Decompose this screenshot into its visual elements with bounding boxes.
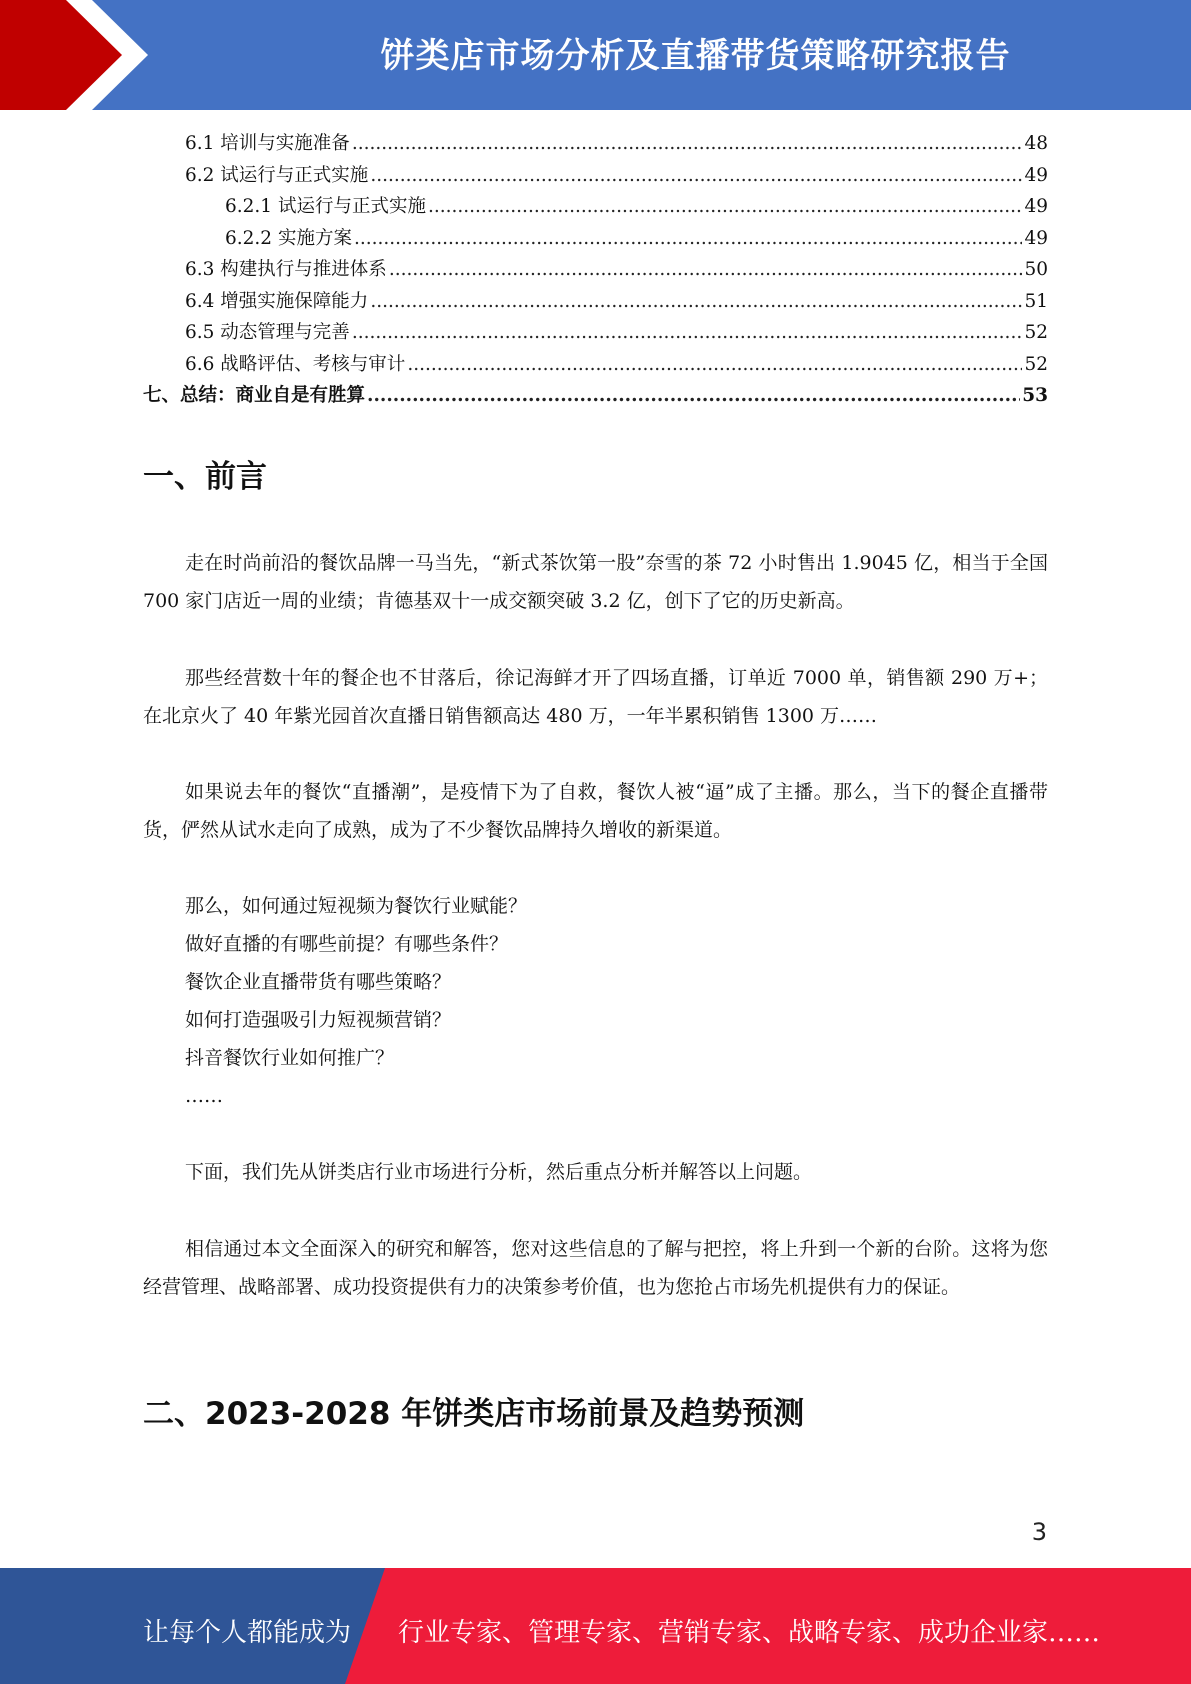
toc-leader-dots xyxy=(407,354,1022,375)
table-of-contents xyxy=(143,129,1048,413)
header-arrow-decoration xyxy=(0,0,200,110)
toc-entry[interactable] xyxy=(143,129,1048,161)
question-item: …… xyxy=(185,1085,223,1107)
toc-entry[interactable] xyxy=(143,255,1048,287)
paragraph: 如果说去年的餐饮“直播潮”，是疫情下为了自救，餐饮人被“逼”成了主播。那么，当下的餐企直播带货，俨然从试水走向了成熟，成为了不少餐饮品牌持久增收的新渠道。 xyxy=(143,781,1048,841)
toc-leader-dots xyxy=(370,165,1022,186)
toc-entry[interactable] xyxy=(143,381,1048,413)
toc-entry[interactable] xyxy=(143,318,1048,350)
toc-entry-label: 6.4 增强实施保障能力 xyxy=(185,290,369,312)
toc-leader-dots xyxy=(352,322,1023,343)
page-footer xyxy=(0,1568,1191,1684)
section-heading-preface: 一、前言 xyxy=(143,459,267,495)
toc-entry-label: 6.3 构建执行与推进体系 xyxy=(185,259,387,280)
toc-entry[interactable] xyxy=(143,192,1048,224)
footer-slogan-right: 行业专家、管理专家、营销专家、战略专家、成功企业家…… xyxy=(398,1618,1101,1648)
footer-slogan-left: 让每个人都能成为 xyxy=(143,1618,352,1648)
toc-entry[interactable] xyxy=(143,161,1048,193)
paragraph: 相信通过本文全面深入的研究和解答，您对这些信息的了解与把控，将上升到一个新的台阶。这将为您经营管理、战略部署、成功投资提供有力的决策参考价值，也为您抢占市场先机提供有力的保证。 xyxy=(143,1238,1048,1298)
toc-entry-label: 6.2.2 实施方案 xyxy=(225,227,352,249)
question-item: 餐饮企业直播带货有哪些策略？ xyxy=(185,971,452,993)
toc-entry-page: 52 xyxy=(1024,322,1048,343)
paragraph: 走在时尚前沿的餐饮品牌一马当先，“新式茶饮第一股”奈雪的茶 72 小时售出 1.9045 亿，相当于全国 700 家门店近一周的业绩；肯德基双十一成交额突破 3.2 亿，创下了它的历史新高。 xyxy=(143,552,1048,612)
question-list xyxy=(185,887,1045,1115)
question-item: 做好直播的有哪些前提？有哪些条件？ xyxy=(185,933,509,955)
toc-entry-page: 52 xyxy=(1024,353,1048,375)
toc-entry-label: 6.1 培训与实施准备 xyxy=(185,133,350,154)
toc-leader-dots xyxy=(352,133,1023,154)
toc-leader-dots xyxy=(428,196,1022,217)
question-item: 如何打造强吸引力短视频营销？ xyxy=(185,1009,452,1031)
toc-entry[interactable] xyxy=(143,287,1048,319)
toc-leader-dots xyxy=(370,291,1022,312)
toc-entry-page: 51 xyxy=(1024,290,1048,312)
paragraph: 下面，我们先从饼类店行业市场进行分析，然后重点分析并解答以上问题。 xyxy=(185,1161,813,1183)
section-heading-market-outlook: 二、2023-2028 年饼类店市场前景及趋势预测 xyxy=(143,1396,805,1432)
toc-entry-label: 七、总结：商业自是有胜算 xyxy=(143,385,366,406)
toc-entry-label: 6.6 战略评估、考核与审计 xyxy=(185,353,406,375)
toc-entry[interactable] xyxy=(143,224,1048,256)
page-number: 3 xyxy=(1031,1518,1047,1546)
toc-entry-page: 53 xyxy=(1022,385,1048,406)
page-header xyxy=(0,0,1191,110)
toc-entry-page: 49 xyxy=(1024,196,1048,217)
question-item: 那么，如何通过短视频为餐饮行业赋能？ xyxy=(185,895,528,917)
toc-entry-label: 6.5 动态管理与完善 xyxy=(185,322,350,343)
toc-entry-page: 49 xyxy=(1024,164,1048,186)
paragraph: 那些经营数十年的餐企也不甘落后，徐记海鲜才开了四场直播，订单近 7000 单，销售额 290 万+；在北京火了 40 年紫光园首次直播日销售额高达 480 万，一年半累积销售 1300 万…… xyxy=(143,667,1048,727)
toc-leader-dots xyxy=(354,228,1023,249)
header-title: 饼类店市场分析及直播带货策略研究报告 xyxy=(380,36,1011,76)
toc-leader-dots xyxy=(367,385,1020,406)
toc-leader-dots xyxy=(389,259,1023,280)
toc-entry-page: 48 xyxy=(1024,133,1048,154)
toc-entry-label: 6.2 试运行与正式实施 xyxy=(185,164,369,186)
toc-entry[interactable] xyxy=(143,350,1048,382)
toc-entry-label: 6.2.1 试运行与正式实施 xyxy=(225,196,426,217)
toc-entry-page: 49 xyxy=(1024,227,1048,249)
toc-entry-page: 50 xyxy=(1024,259,1048,280)
question-item: 抖音餐饮行业如何推广？ xyxy=(185,1047,395,1069)
